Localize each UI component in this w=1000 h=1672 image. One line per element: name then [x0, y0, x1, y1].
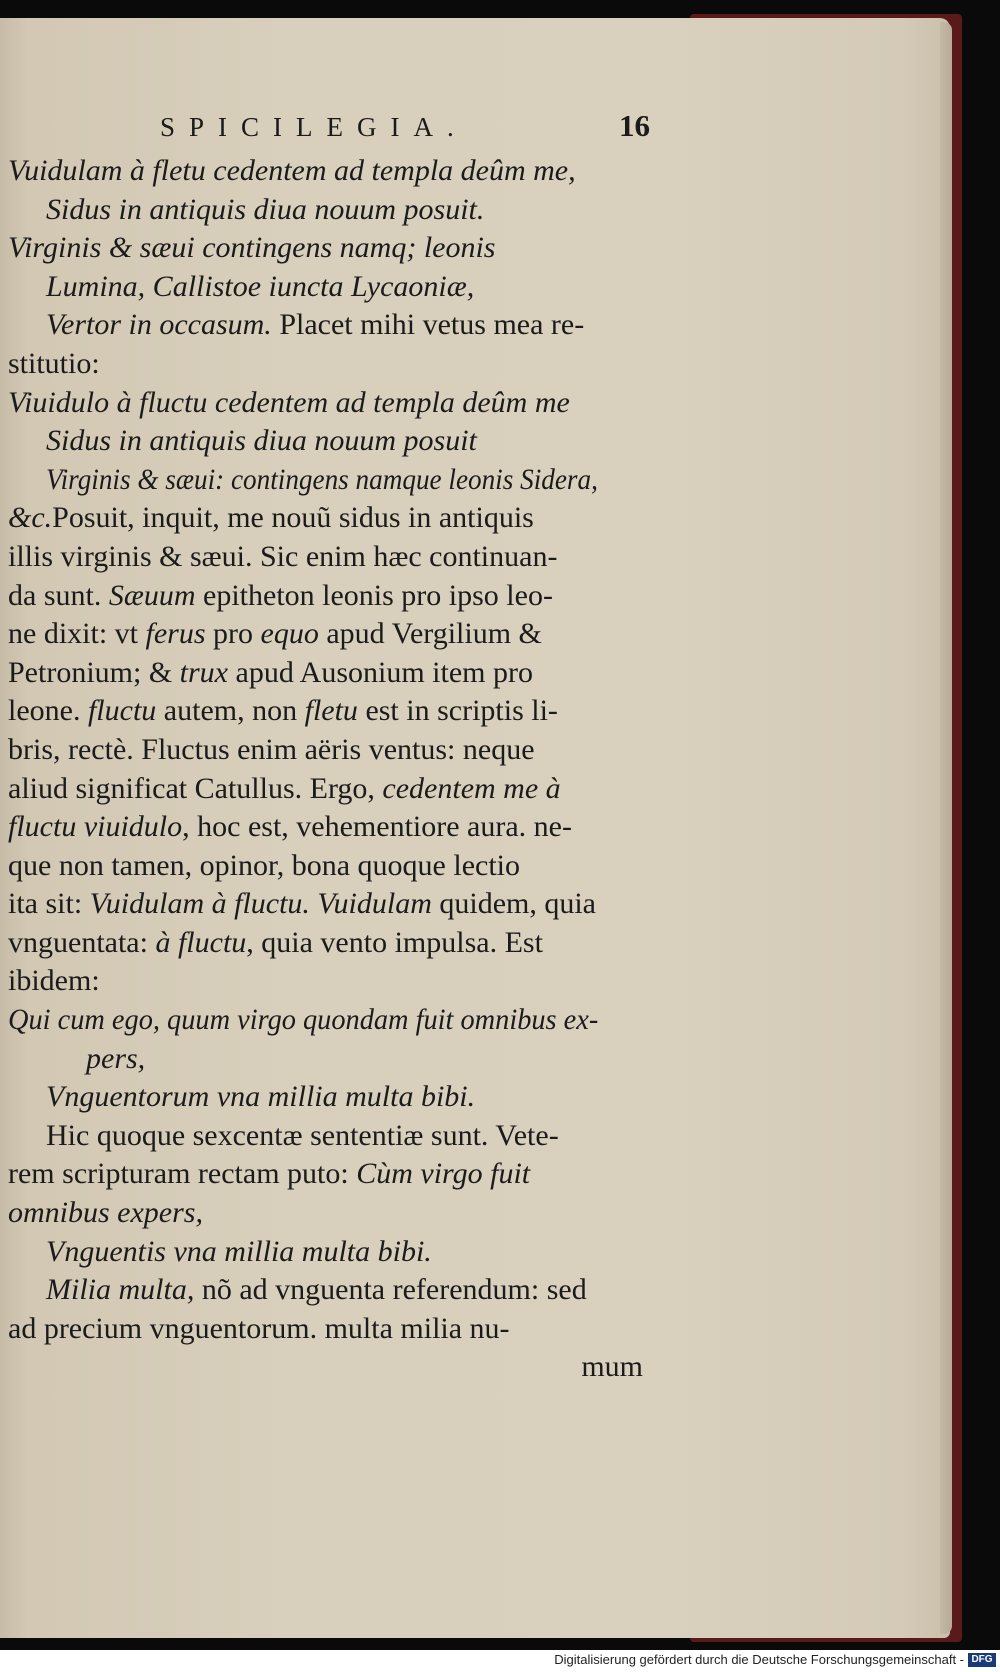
- roman-text: apud Vergilium &: [318, 617, 542, 651]
- dfg-logo: DFG: [968, 1653, 996, 1667]
- text-line: [8, 1194, 648, 1233]
- italic-text: fluctu viuidulo: [8, 810, 183, 844]
- text-line: [8, 268, 648, 307]
- roman-text: autem, non: [156, 694, 305, 728]
- roman-text: vnguentata:: [8, 925, 156, 959]
- italic-text: Sæuum: [108, 578, 196, 612]
- page-number: 16: [619, 108, 650, 143]
- italic-text: Milia multa,: [46, 1273, 195, 1307]
- italic-text: Virginis & sæui: contingens namque leonis Sidera,: [46, 462, 598, 496]
- italic-text: Vnguentorum vna millia multa bibi.: [46, 1080, 476, 1114]
- text-line: [8, 384, 648, 423]
- roman-text: Hic quoque sexcentæ sententiæ sunt. Vete-: [46, 1118, 559, 1152]
- text-line: [8, 538, 648, 577]
- text-line: [8, 654, 648, 693]
- roman-text: ad precium vnguentorum. multa milia nu-: [8, 1311, 510, 1345]
- italic-text: Sidus in antiquis diua nouum posuit.: [46, 192, 485, 226]
- italic-text: Sidus in antiquis diua nouum posuit: [46, 424, 477, 458]
- text-line: [8, 577, 648, 616]
- text-line: [8, 1271, 648, 1310]
- text-line: [8, 345, 648, 384]
- roman-text: ne dixit: vt: [8, 617, 146, 651]
- italic-text: Vnguentis vna millia multa bibi.: [46, 1234, 432, 1268]
- footer-credit: Digitalisierung gefördert durch die Deutsche Forschungsgemeinschaft -: [554, 1652, 964, 1667]
- roman-text: leone.: [8, 694, 88, 728]
- roman-text: Placet mihi vetus mea re-: [271, 308, 585, 342]
- text-line: [8, 770, 648, 809]
- roman-text: nõ ad vnguenta referendum: sed: [194, 1273, 587, 1307]
- roman-text: est in scriptis li-: [357, 694, 558, 728]
- text-line: [8, 1117, 648, 1156]
- italic-text: pers,: [86, 1041, 146, 1075]
- italic-text: Cùm virgo fuit: [356, 1157, 531, 1191]
- text-line: [8, 422, 648, 461]
- roman-text: , hoc est, vehementiore aura. ne-: [182, 810, 572, 844]
- italic-text: fletu: [304, 694, 358, 728]
- roman-text: apud Ausonium item pro: [228, 655, 533, 689]
- roman-text: aliud significat Catullus. Ergo,: [8, 771, 383, 805]
- running-head: SPICILEGIA.: [160, 112, 468, 142]
- text-line: [8, 461, 648, 500]
- roman-text: que non tamen, opinor, bona quoque lectio: [8, 848, 521, 882]
- roman-text: mum: [581, 1350, 643, 1384]
- text-line: [8, 962, 648, 1001]
- italic-text: equo: [260, 617, 319, 651]
- roman-text: ibidem:: [8, 964, 100, 998]
- text-line: [8, 1348, 648, 1387]
- italic-text: trux: [179, 655, 228, 689]
- italic-text: fluctu: [87, 694, 157, 728]
- roman-text: pro: [205, 617, 261, 651]
- text-line: [8, 1155, 648, 1194]
- text-line: [8, 191, 648, 230]
- roman-text: Petronium; &: [8, 655, 180, 689]
- roman-text: Posuit, inquit, me nouũ sidus in antiquis: [52, 501, 534, 535]
- italic-text: &c.: [8, 501, 53, 535]
- roman-text: stitutio:: [8, 346, 100, 380]
- italic-text: Viuidulo à fluctu cedentem ad templa deûm me: [8, 385, 570, 419]
- text-line: [8, 1233, 648, 1272]
- text-line: [8, 152, 648, 191]
- italic-text: Lumina, Callistoe iuncta Lycaoniæ,: [46, 269, 475, 303]
- italic-text: Vertor in occasum.: [46, 308, 272, 342]
- text-line: [8, 731, 648, 770]
- roman-text: da sunt.: [8, 578, 109, 612]
- text-line: [8, 924, 648, 963]
- text-line: [8, 499, 648, 538]
- italic-text: cedentem me à: [382, 771, 561, 805]
- page-text: [8, 152, 648, 1387]
- roman-text: rem scripturam rectam puto:: [8, 1157, 357, 1191]
- text-line: [8, 847, 648, 886]
- italic-text: Vuidulam à fletu cedentem ad templa deûm me,: [8, 154, 576, 187]
- text-line: [8, 229, 648, 268]
- roman-text: quidem, quia: [431, 887, 596, 921]
- footer-bar: [0, 1650, 1000, 1672]
- text-line: [8, 1078, 648, 1117]
- italic-text: ferus: [145, 617, 206, 651]
- text-line: [8, 692, 648, 731]
- text-line: [8, 1040, 648, 1079]
- page-edge: [940, 22, 952, 1634]
- text-line: [8, 1310, 648, 1349]
- roman-text: epitheton leonis pro ipso leo-: [195, 578, 553, 612]
- italic-text: Vuidulam à fluctu. Vuidulam: [89, 887, 432, 921]
- text-line: [8, 306, 648, 345]
- roman-text: illis virginis & sæui. Sic enim hæc continuan-: [8, 539, 558, 573]
- text-line: [8, 885, 648, 924]
- italic-text: Qui cum ego, quum virgo quondam fuit omnibus ex-: [8, 1003, 599, 1037]
- roman-text: bris, rectè. Fluctus enim aëris ventus: neque: [8, 732, 535, 766]
- roman-text: , quia vento impulsa. Est: [246, 925, 543, 959]
- text-line: [8, 1001, 648, 1040]
- italic-text: à fluctu: [155, 925, 247, 959]
- italic-text: Virginis & sæui contingens namq; leonis: [8, 231, 496, 265]
- italic-text: omnibus expers,: [8, 1196, 203, 1230]
- text-line: [8, 808, 648, 847]
- text-line: [8, 615, 648, 654]
- roman-text: ita sit:: [8, 887, 90, 921]
- page-header: [160, 108, 650, 148]
